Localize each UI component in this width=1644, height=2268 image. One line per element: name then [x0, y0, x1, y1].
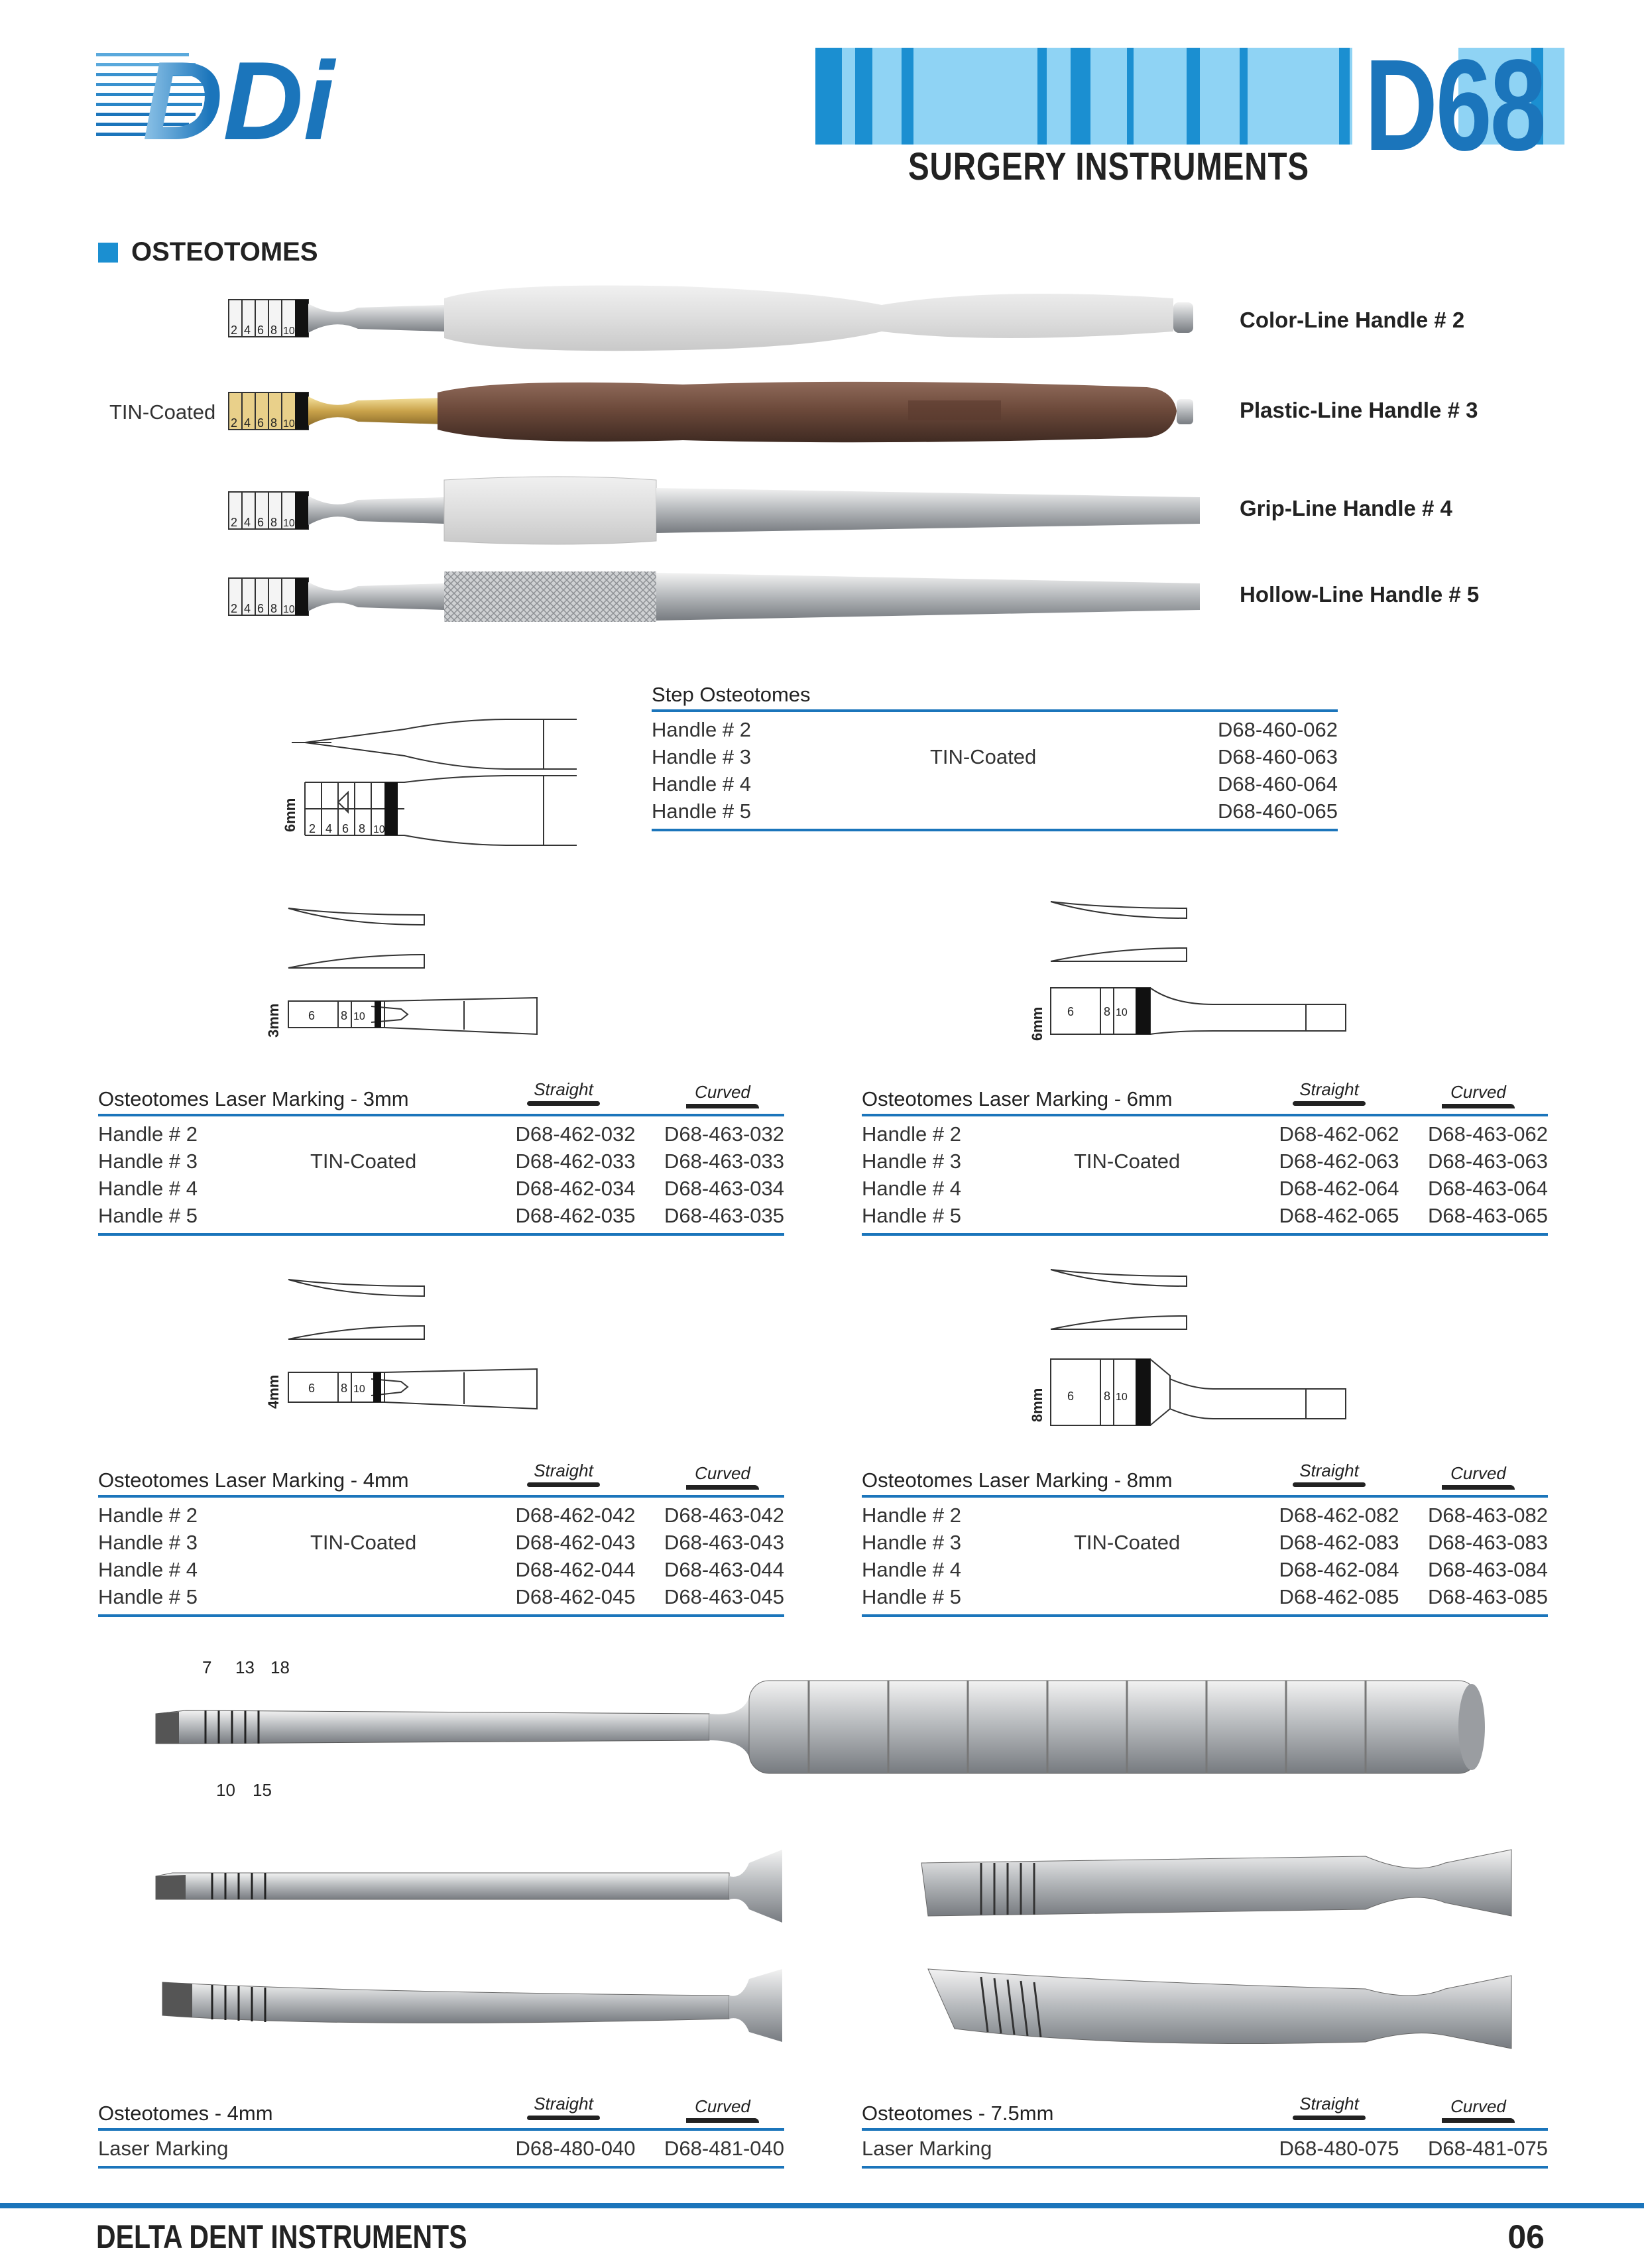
tin-coated-note: TIN-Coated	[1074, 1149, 1181, 1173]
table-row: Handle # 2 D68-460-062	[652, 717, 1338, 741]
osteotome-6mm-diagram	[1014, 888, 1379, 1047]
section-heading	[98, 237, 318, 267]
curved-column-header: Curved	[670, 1082, 776, 1108]
table-row: Handle # 3 TIN-Coated D68-462-063 D68-463-063	[862, 1148, 1548, 1175]
svg-text:4: 4	[244, 516, 251, 529]
laser-6mm-table	[862, 1120, 1548, 1229]
dim-3mm-label: 3mm	[265, 1003, 282, 1038]
svg-text:6: 6	[308, 1382, 316, 1395]
laser-6mm-title: Osteotomes Laser Marking - 6mm	[862, 1087, 1173, 1110]
osteotome-4mm-diagram	[252, 1273, 597, 1425]
tin-coated-note: TIN-Coated	[310, 1530, 417, 1554]
laser-4mm-table	[98, 1502, 784, 1610]
table-rule	[862, 1233, 1548, 1236]
svg-text:6: 6	[342, 822, 349, 835]
table-row: Handle # 3 TIN-Coated D68-462-033 D68-463-033	[98, 1148, 784, 1175]
svg-text:8: 8	[270, 602, 278, 615]
dim-6mm-label: 6mm	[282, 798, 298, 832]
plastic-line-handle-instrument	[229, 382, 1193, 442]
straight-column-header: Straight	[510, 2094, 616, 2120]
handle-label-4: Grip-Line Handle # 4	[1240, 496, 1452, 520]
table-row: Handle # 5 D68-460-065	[652, 799, 1338, 823]
hollow-line-handle-instrument	[229, 571, 1200, 622]
svg-text:6: 6	[1067, 1390, 1075, 1403]
grip-line-handle-instrument	[229, 477, 1200, 544]
table-row: Handle # 2 D68-462-082 D68-463-082	[862, 1503, 1548, 1527]
straight-column-header: Straight	[510, 1461, 616, 1487]
table-row: Handle # 4 D68-462-034 D68-463-034	[98, 1176, 784, 1200]
osteotome-4mm-table	[98, 2135, 784, 2162]
svg-text:10: 10	[283, 418, 295, 430]
mark-label-7: 7	[202, 1657, 212, 1677]
svg-text:8: 8	[359, 822, 366, 835]
osteotome-8mm-diagram	[1014, 1260, 1379, 1432]
dim-6mm-label: 6mm	[1029, 1006, 1045, 1041]
svg-text:8: 8	[270, 416, 278, 430]
table-row: Laser Marking D68-480-040 D68-481-040	[98, 2136, 784, 2160]
curved-column-header: Curved	[1425, 1082, 1531, 1108]
table-row: Handle # 5 D68-462-045 D68-463-045	[98, 1584, 784, 1608]
osteotome-7.5mm-title: Osteotomes - 7.5mm	[862, 2102, 1054, 2125]
table-rule	[862, 2128, 1548, 2131]
curved-column-header: Curved	[1425, 1463, 1531, 1490]
table-row: Handle # 3 TIN-Coated D68-462-043 D68-463-043	[98, 1529, 784, 1556]
svg-text:10: 10	[283, 326, 295, 337]
mark-label-10: 10	[216, 1780, 235, 1800]
step-table-bottom-rule	[652, 829, 1338, 831]
mark-label-18: 18	[270, 1657, 290, 1677]
svg-text:10: 10	[283, 604, 295, 615]
svg-text:10: 10	[283, 518, 295, 529]
svg-text:8: 8	[1104, 1005, 1111, 1018]
table-row: Handle # 2 D68-462-042 D68-463-042	[98, 1503, 784, 1527]
catalog-code: D68	[1364, 32, 1545, 178]
table-row: Laser Marking D68-480-075 D68-481-075	[862, 2136, 1548, 2160]
svg-text:10: 10	[353, 1011, 365, 1022]
table-rule	[862, 2166, 1548, 2169]
svg-text:10: 10	[1116, 1392, 1128, 1403]
svg-text:6: 6	[257, 602, 264, 615]
step-table-top-rule	[652, 709, 1338, 712]
table-rule	[98, 1114, 784, 1116]
osteotome-4mm-title: Osteotomes - 4mm	[98, 2102, 273, 2125]
svg-text:10: 10	[373, 824, 385, 835]
straight-column-header: Straight	[1276, 2094, 1382, 2120]
svg-text:8: 8	[341, 1009, 348, 1022]
curved-column-header: Curved	[670, 2096, 776, 2123]
osteotome-4mm-large-photo	[146, 1651, 1538, 1810]
table-row: Handle # 4 D68-462-044 D68-463-044	[98, 1557, 784, 1581]
svg-text:2: 2	[309, 822, 316, 835]
tin-coated-note: TIN-Coated	[310, 1149, 417, 1173]
svg-text:2: 2	[231, 324, 238, 337]
table-row: Handle # 5 D68-462-065 D68-463-065	[862, 1203, 1548, 1227]
svg-text:10: 10	[1116, 1007, 1128, 1018]
osteotome-3mm-diagram	[252, 895, 597, 1047]
table-row: Handle # 4 D68-460-064	[652, 772, 1338, 796]
color-line-handle-instrument	[229, 285, 1193, 351]
tin-coated-note: TIN-Coated	[109, 400, 216, 424]
table-row: Handle # 2 D68-462-032 D68-463-032	[98, 1122, 784, 1146]
handle-variants-illustration	[219, 278, 1213, 623]
table-row: Handle # 5 D68-462-085 D68-463-085	[862, 1584, 1548, 1608]
svg-text:8: 8	[270, 324, 278, 337]
footer-company: DELTA DENT INSTRUMENTS	[96, 2218, 467, 2255]
svg-text:8: 8	[1104, 1390, 1111, 1403]
laser-3mm-table	[98, 1120, 784, 1229]
mark-label-15: 15	[253, 1780, 272, 1800]
table-row: Handle # 5 D68-462-035 D68-463-035	[98, 1203, 784, 1227]
svg-text:4: 4	[244, 416, 251, 430]
svg-text:6: 6	[1067, 1005, 1075, 1018]
table-rule	[98, 2166, 784, 2169]
mark-label-13: 13	[235, 1657, 255, 1677]
section-title: OSTEOTOMES	[131, 237, 318, 267]
curved-column-header: Curved	[1425, 2096, 1531, 2123]
svg-text:6: 6	[257, 324, 264, 337]
svg-text:10: 10	[353, 1384, 365, 1395]
table-rule	[862, 1114, 1548, 1116]
svg-text:6: 6	[257, 416, 264, 430]
page-subtitle: SURGERY INSTRUMENTS	[908, 145, 1309, 188]
handle-label-2: Color-Line Handle # 2	[1240, 308, 1465, 332]
svg-text:4: 4	[244, 602, 251, 615]
tin-coated-note: TIN-Coated	[930, 745, 1037, 768]
table-rule	[862, 1495, 1548, 1498]
step-osteotome-diagram	[272, 709, 583, 849]
table-rule	[98, 2128, 784, 2131]
ddi-logo	[96, 46, 348, 146]
handle-label-3: Plastic-Line Handle # 3	[1240, 398, 1478, 422]
table-row: Handle # 3 TIN-Coated D68-462-083 D68-463-083	[862, 1529, 1548, 1556]
osteotome-7.5mm-table	[862, 2135, 1548, 2162]
step-table	[652, 716, 1338, 825]
footer-band	[0, 2203, 1644, 2208]
svg-text:6: 6	[308, 1009, 316, 1022]
laser-4mm-title: Osteotomes Laser Marking - 4mm	[98, 1468, 409, 1492]
laser-8mm-table	[862, 1502, 1548, 1610]
page-number: 06	[1507, 2218, 1545, 2255]
table-rule	[862, 1614, 1548, 1617]
straight-column-header: Straight	[1276, 1461, 1382, 1487]
svg-text:4: 4	[244, 324, 251, 337]
logo-text: DDi	[143, 46, 335, 146]
osteotome-4mm-straight-curved-photo	[146, 1836, 789, 2088]
table-row: Handle # 4 D68-462-084 D68-463-084	[862, 1557, 1548, 1581]
svg-text:8: 8	[341, 1382, 348, 1395]
osteotome-7.5mm-straight-curved-photo	[915, 1836, 1545, 2088]
laser-3mm-title: Osteotomes Laser Marking - 3mm	[98, 1087, 409, 1110]
straight-column-header: Straight	[1276, 1079, 1382, 1106]
straight-column-header: Straight	[510, 1079, 616, 1106]
table-row: Handle # 3 TIN-Coated D68-460-063	[652, 743, 1338, 770]
table-rule	[98, 1614, 784, 1617]
handle-label-5: Hollow-Line Handle # 5	[1240, 582, 1480, 607]
svg-text:6: 6	[257, 516, 264, 529]
curved-column-header: Curved	[670, 1463, 776, 1490]
tin-coated-note: TIN-Coated	[1074, 1530, 1181, 1554]
table-rule	[98, 1495, 784, 1498]
svg-text:4: 4	[325, 822, 333, 835]
svg-text:2: 2	[231, 516, 238, 529]
svg-text:2: 2	[231, 416, 238, 430]
table-row: Handle # 2 D68-462-062 D68-463-062	[862, 1122, 1548, 1146]
section-marker-icon	[98, 243, 118, 263]
svg-text:2: 2	[231, 602, 238, 615]
table-row: Handle # 4 D68-462-064 D68-463-064	[862, 1176, 1548, 1200]
svg-text:8: 8	[270, 516, 278, 529]
dim-8mm-label: 8mm	[1029, 1388, 1045, 1422]
table-rule	[98, 1233, 784, 1236]
laser-8mm-title: Osteotomes Laser Marking - 8mm	[862, 1468, 1173, 1492]
step-table-title: Step Osteotomes	[652, 683, 811, 706]
dim-4mm-label: 4mm	[265, 1374, 282, 1409]
